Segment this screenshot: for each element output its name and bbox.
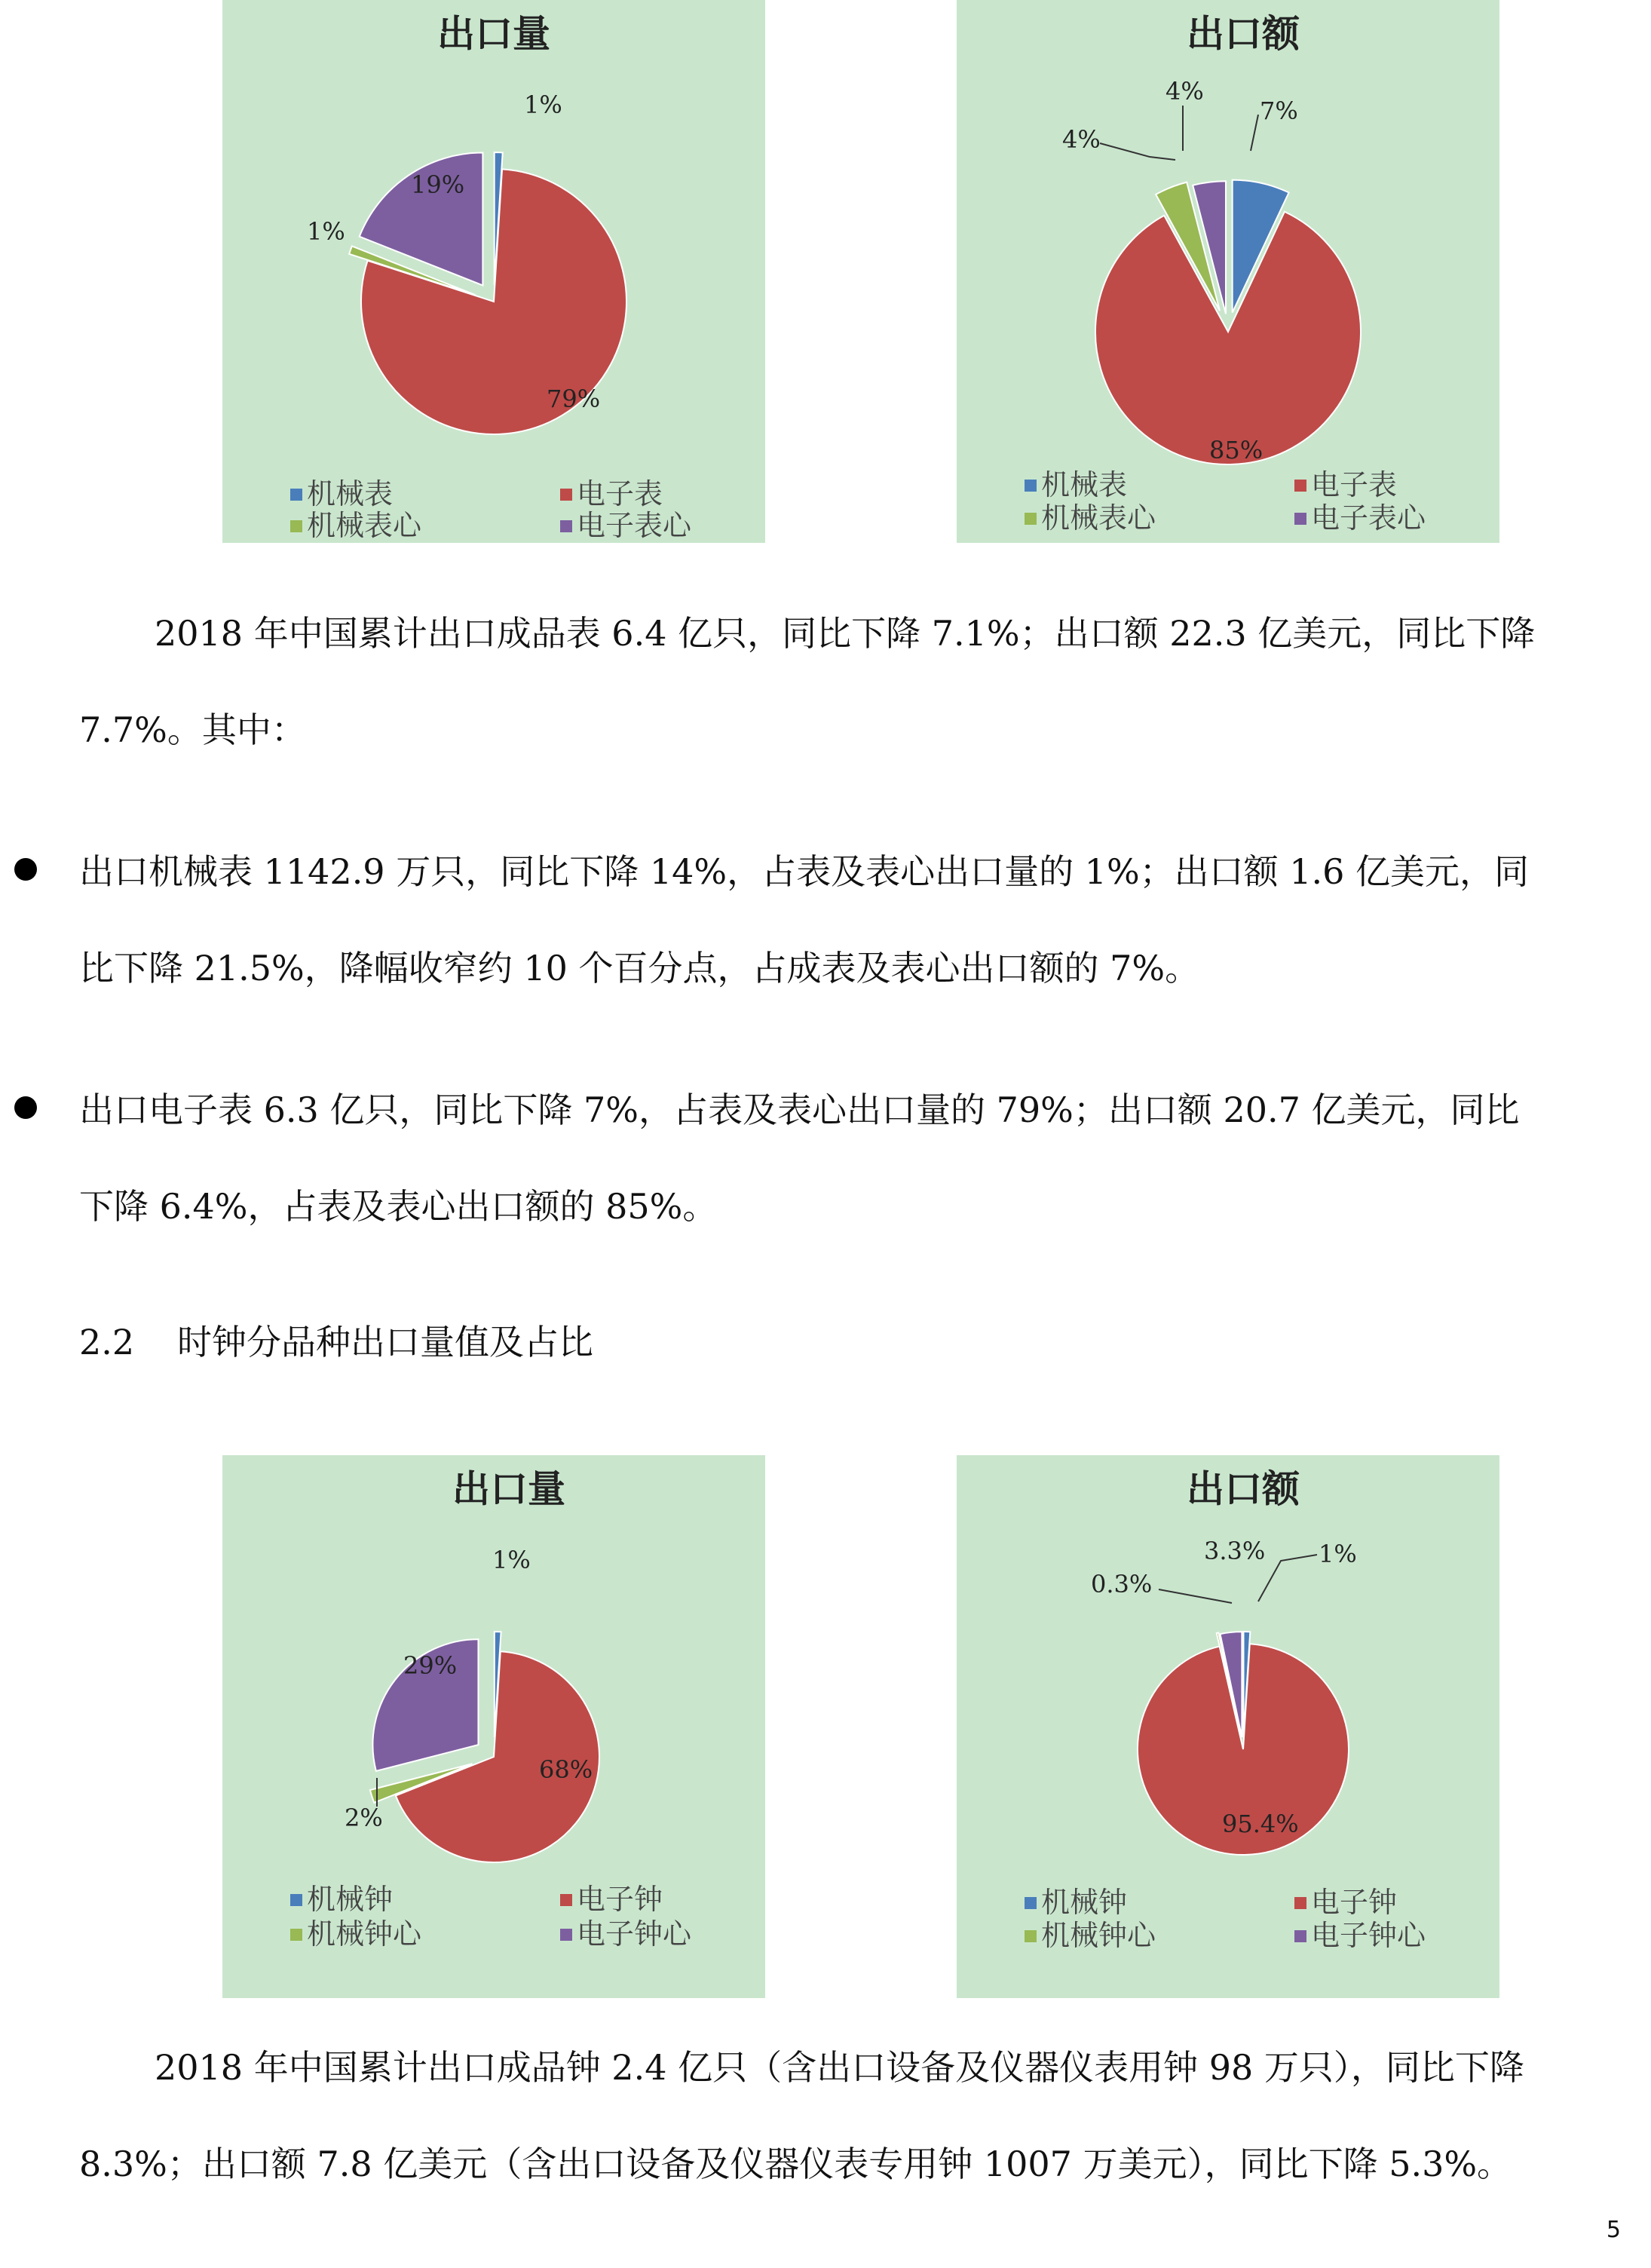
pie-svg xyxy=(957,1455,1499,1998)
page-number: 5 xyxy=(1606,2217,1621,2243)
bullet-dot-icon xyxy=(14,1096,37,1119)
bullet-text xyxy=(79,823,1632,1016)
legend-swatch xyxy=(1294,513,1306,525)
legend-swatch xyxy=(1294,1897,1306,1909)
data-label: 79% xyxy=(547,385,601,413)
data-label: 4% xyxy=(1166,77,1204,106)
pie-svg xyxy=(957,0,1499,543)
legend-swatch xyxy=(1025,1897,1037,1909)
text-line: 8.3%；出口额 7.8 亿美元（含出口设备及仪器仪表专用钟 1007 万美元），同比下降 5.3%。 xyxy=(79,2144,1512,2184)
data-label: 68% xyxy=(539,1755,593,1784)
legend-item: 电子表心 xyxy=(1311,501,1426,535)
chart-title: 出口量 xyxy=(437,11,550,56)
data-label: 7% xyxy=(1260,97,1298,125)
text-line: 7.7%。其中： xyxy=(79,710,306,750)
chart-title: 出口额 xyxy=(1187,1467,1300,1511)
legend-item: 机械钟 xyxy=(307,1883,394,1916)
data-label: 4% xyxy=(1062,125,1101,154)
legend-item: 电子钟 xyxy=(1311,1886,1398,1919)
legend-swatch xyxy=(290,1894,302,1906)
text-line: 出口机械表 1142.9 万只，同比下降 14%，占表及表心出口量的 1%；出口额 1.6 亿美元，同 xyxy=(79,851,1530,892)
data-label: 3.3% xyxy=(1204,1537,1266,1565)
data-label: 1% xyxy=(524,90,562,119)
leader-line xyxy=(1159,1589,1232,1603)
section-number: 2.2 xyxy=(79,1322,135,1362)
data-label: 95.4% xyxy=(1222,1810,1299,1838)
paragraph-watch-summary xyxy=(79,585,1632,778)
legend-item: 机械钟 xyxy=(1041,1886,1128,1919)
pie-svg xyxy=(222,1455,765,1998)
chart-clock-export-value xyxy=(957,1455,1499,1998)
legend-swatch xyxy=(560,1929,572,1941)
legend-swatch xyxy=(560,1894,572,1906)
pie-slice-shape xyxy=(1095,212,1361,464)
legend-swatch xyxy=(290,489,302,501)
text-line: 比下降 21.5%，降幅收窄约 10 个百分点，占成表及表心出口额的 7%。 xyxy=(79,948,1200,988)
data-label: 1% xyxy=(492,1546,531,1574)
chart-title: 出口量 xyxy=(452,1467,565,1511)
legend-item: 机械表 xyxy=(1041,468,1128,501)
legend-swatch xyxy=(290,520,302,532)
legend-swatch xyxy=(560,520,572,532)
data-label: 0.3% xyxy=(1091,1570,1153,1598)
data-label: 19% xyxy=(411,170,465,199)
data-label: 2% xyxy=(345,1804,383,1832)
legend-item: 机械钟心 xyxy=(1041,1919,1156,1952)
paragraph-clock-summary xyxy=(79,2019,1632,2212)
legend-swatch xyxy=(1294,1930,1306,1942)
bullet-electronic-watch xyxy=(79,1062,1632,1255)
legend-swatch xyxy=(290,1929,302,1941)
legend-swatch xyxy=(560,489,572,501)
leader-line xyxy=(1100,143,1175,160)
chart-watch-export-volume xyxy=(222,0,765,543)
legend-item: 电子钟心 xyxy=(1311,1919,1426,1952)
legend-swatch xyxy=(1025,513,1037,525)
chart-title: 出口额 xyxy=(1187,11,1300,56)
bullet-mechanical-watch xyxy=(79,823,1632,1016)
text-line: 2018 年中国累计出口成品钟 2.4 亿只（含出口设备及仪器仪表用钟 98 万只），同比下降 xyxy=(155,2047,1524,2088)
pie-slice-electronic xyxy=(1095,212,1361,464)
text-line: 2018 年中国累计出口成品表 6.4 亿只，同比下降 7.1%；出口额 22.3 亿美元，同比下降 xyxy=(155,613,1536,654)
legend-swatch xyxy=(1025,1930,1037,1942)
data-label: 85% xyxy=(1209,436,1264,464)
legend-item: 电子表心 xyxy=(577,509,692,542)
data-label: 1% xyxy=(1319,1540,1357,1568)
text-line: 出口电子表 6.3 亿只，同比下降 7%，占表及表心出口量的 79%；出口额 20.7 亿美元，同比 xyxy=(79,1090,1520,1130)
legend-item: 电子表 xyxy=(1311,468,1398,501)
legend-item: 机械表心 xyxy=(307,509,422,542)
leader-line xyxy=(1258,1555,1317,1601)
chart-clock-export-volume xyxy=(222,1455,765,1998)
leader-line xyxy=(1251,115,1258,151)
data-label: 29% xyxy=(403,1651,458,1680)
legend-item: 电子钟 xyxy=(577,1883,663,1916)
section-title: 时钟分品种出口量值及占比 xyxy=(177,1322,593,1362)
legend-item: 电子表 xyxy=(577,477,663,510)
legend-swatch xyxy=(1025,480,1037,492)
legend-item: 机械表 xyxy=(307,477,394,510)
bullet-dot-icon xyxy=(14,858,37,881)
bullet-text xyxy=(79,1062,1632,1255)
legend-item: 机械钟心 xyxy=(307,1917,422,1951)
text-line: 下降 6.4%，占表及表心出口额的 85%。 xyxy=(79,1186,718,1227)
data-label: 1% xyxy=(307,217,345,246)
chart-watch-export-value xyxy=(957,0,1499,543)
legend-swatch xyxy=(1294,480,1306,492)
pie-svg xyxy=(222,0,765,543)
section-heading xyxy=(79,1312,593,1372)
legend-item: 电子钟心 xyxy=(577,1917,692,1951)
legend-item: 机械表心 xyxy=(1041,501,1156,535)
